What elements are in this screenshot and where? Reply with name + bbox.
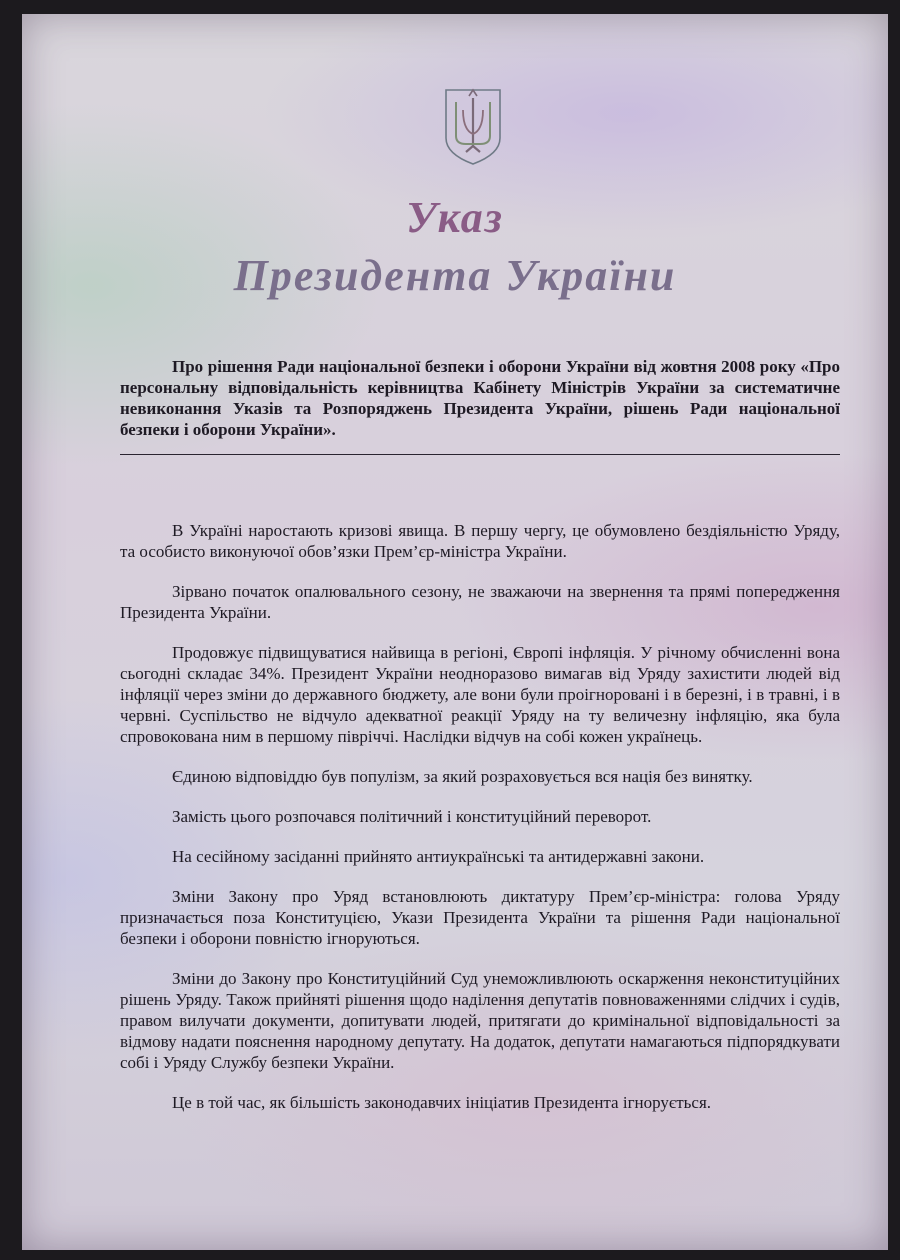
divider: [120, 454, 840, 455]
paragraph: На сесійному засіданні прийнято антиукраїнські та антидержавні закони.: [172, 847, 705, 866]
decree-subtitle: Президента України: [233, 251, 677, 300]
decree-heading: Про рішення Ради національної безпеки і оборони України від жовтня 2008 року «Про персональну відповідальність керівництва Кабінету Міністрів України за систематичне невиконання Указів та Розпоряджень Президента України, рішень Ради національної безпеки і оборони України».: [120, 357, 840, 439]
paragraph: В Україні наростають кризові явища. В першу чергу, це обумовлено бездіяльністю Уряду, та особисто виконуючої обов’язки Прем’єр-міністра України.: [120, 521, 840, 561]
paragraph: Продовжує підвищуватися найвища в регіоні, Європі інфляція. У річному обчисленні вона сьогодні складає 34%. Президент України неодноразово вимагав від Уряду захистити людей від інфляції через зміни до державного бюджету, але вони були проігноровані і в березні, і в травні, і в червні. Суспільство не відчуло адекватної реакції Уряду на ту величезну інфляцію, яка була спровокована ним в першому півріччі. Наслідки відчув на собі кожен українець.: [120, 643, 840, 746]
decree-title: Указ: [406, 193, 504, 242]
document-page: [22, 14, 888, 1250]
paragraph: Зміни Закону про Уряд встановлюють диктатуру Прем’єр-міністра: голова Уряду призначається поза Конституцією, Укази Президента України та рішення Ради національної безпеки і оборони повністю ігноруються.: [120, 887, 840, 948]
decree-body: [120, 520, 840, 1132]
paragraph: Зміни до Закону про Конституційний Суд унеможливлюють оскарження неконституційних рішень Уряду. Також прийняті рішення щодо наділення депутатів повноваженнями слідчих і судів, правом вилучати документи, допитувати людей, притягати до кримінальної відповідальності за відмову надати пояснення народному депутату. На додаток, депутати намагаються підпорядкувати собі і Уряду Службу безпеки України.: [120, 969, 840, 1072]
paragraph: Єдиною відповіддю був популізм, за який розраховується вся нація без винятку.: [172, 767, 753, 786]
paragraph: Зірвано початок опалювального сезону, не зважаючи на звернення та прямі попередження Президента України.: [120, 582, 840, 622]
paragraph: Це в той час, як більшість законодавчих ініціатив Президента ігнорується.: [172, 1093, 712, 1112]
paragraph: Замість цього розпочався політичний і конституційний переворот.: [172, 807, 652, 826]
trident-emblem-icon: [442, 86, 504, 166]
